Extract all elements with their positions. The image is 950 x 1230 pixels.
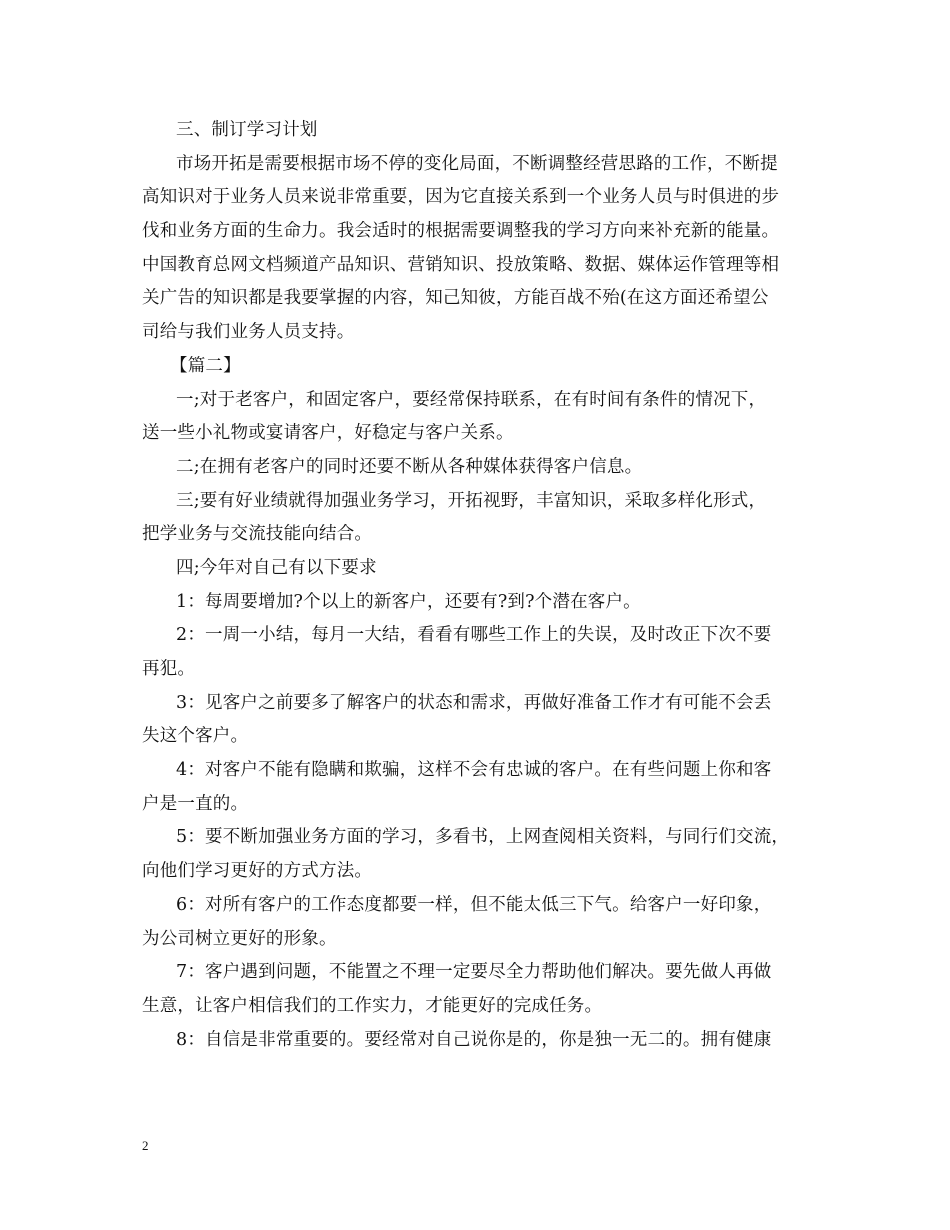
numbered-item-continuation: 为公司树立更好的形象。 bbox=[142, 928, 337, 949]
list-item: 一;对于老客户，和固定客户，要经常保持联系，在有时间有条件的情况下， bbox=[176, 389, 767, 410]
paragraph-line: 司给与我们业务人员支持。 bbox=[142, 322, 355, 343]
numbered-item-continuation: 向他们学习更好的方式方法。 bbox=[142, 861, 373, 882]
document-body bbox=[142, 114, 812, 1057]
section-heading-study-plan: 三、制订学习计划 bbox=[176, 120, 318, 140]
list-item: 四;今年对自己有以下要求 bbox=[176, 557, 377, 578]
numbered-item: 7：客户遇到问题，不能置之不理一定要尽全力帮助他们解决。要先做人再做 bbox=[176, 962, 772, 983]
paragraph-line: 关广告的知识都是我要掌握的内容，知己知彼，方能百战不殆(在这方面还希望公 bbox=[142, 288, 769, 309]
section-heading-part-two: 【篇二】 bbox=[170, 355, 241, 376]
paragraph-line: 高知识对于业务人员来说非常重要，因为它直接关系到一个业务人员与时俱进的步 bbox=[142, 187, 780, 208]
numbered-item: 8：自信是非常重要的。要经常对自己说你是的，你是独一无二的。拥有健康 bbox=[176, 1029, 772, 1050]
numbered-item-continuation: 户是一直的。 bbox=[142, 793, 249, 814]
list-item: 二;在拥有老客户的同时还要不断从各种媒体获得客户信息。 bbox=[176, 456, 643, 477]
numbered-item: 3：见客户之前要多了解客户的状态和需求，再做好准备工作才有可能不会丢 bbox=[176, 692, 772, 713]
numbered-item: 4：对客户不能有隐瞒和欺骗，这样不会有忠诚的客户。在有些问题上你和客 bbox=[176, 760, 772, 781]
paragraph-line: 市场开拓是需要根据市场不停的变化局面，不断调整经营思路的工作，不断提 bbox=[176, 153, 778, 174]
numbered-item-continuation: 再犯。 bbox=[142, 659, 196, 679]
numbered-item: 6：对所有客户的工作态度都要一样，但不能太低三下气。给客户一好印象， bbox=[176, 894, 772, 915]
numbered-item: 1：每周要增加?个以上的新客户，还要有?到?个潜在客户。 bbox=[176, 591, 641, 612]
numbered-item: 2：一周一小结，每月一大结，看看有哪些工作上的失误，及时改正下次不要 bbox=[176, 625, 772, 646]
list-item: 三;要有好业绩就得加强业务学习，开拓视野，丰富知识，采取多样化形式， bbox=[176, 490, 767, 511]
list-item-continuation: 把学业务与交流技能向结合。 bbox=[142, 524, 373, 545]
numbered-item-continuation: 生意，让客户相信我们的工作实力，才能更好的完成任务。 bbox=[142, 995, 603, 1016]
paragraph-line: 中国教育总网文档频道产品知识、营销知识、投放策略、数据、媒体运作管理等相 bbox=[142, 254, 780, 275]
paragraph-line: 伐和业务方面的生命力。我会适时的根据需要调整我的学习方向来补充新的能量。 bbox=[142, 221, 780, 242]
list-item-continuation: 送一些小礼物或宴请客户，好稳定与客户关系。 bbox=[142, 423, 514, 444]
page-number: 2 bbox=[142, 1138, 149, 1153]
numbered-item-continuation: 失这个客户。 bbox=[142, 726, 249, 747]
numbered-item: 5：要不断加强业务方面的学习，多看书，上网查阅相关资料，与同行们交流， bbox=[176, 827, 790, 848]
